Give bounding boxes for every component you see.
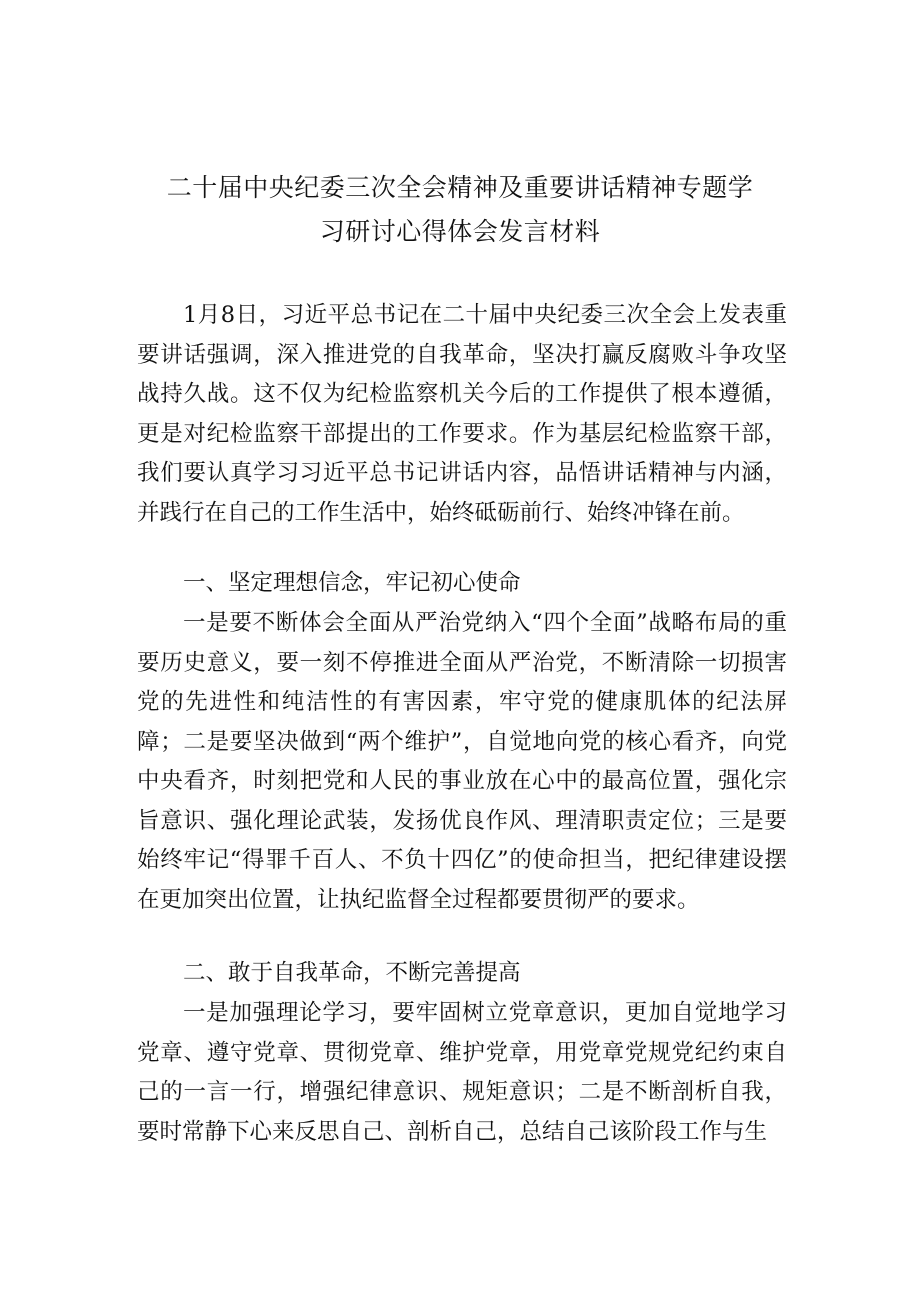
section-heading-1: 一、坚定理想信念，牢记初心使命 [183, 570, 521, 596]
document-title-line1: 二十届中央纪委三次全会精神及重要讲话精神专题学 [166, 173, 754, 202]
document-title-line2: 习研讨心得体会发言材料 [319, 217, 601, 246]
section-body-1: 一是要不断体会全面从严治党纳入“四个全面”战略布局的重要历史意义，要一刻不停推进全面从严治党，不断清除一切损害党的先进性和纯洁性的有害因素，牢守党的健康肌体的纪法屏障；二是要坚决做到“两个维护”，自觉地向党的核心看齐，向党中央看齐，时刻把党和人民的事业放在心中的最高位置，强化宗旨意识、强化理论武装，发扬优良作风、理清职责定位；三是要始终牢记“得罪千百人、不负十四亿”的使命担当，把纪律建设摆在更加突出位置，让执纪监督全过程都要贯彻严的要求。 [137, 610, 787, 913]
intro-paragraph: 1月8日，习近平总书记在二十届中央纪委三次全会上发表重要讲话强调，深入推进党的自我革命，坚决打赢反腐败斗争攻坚战持久战。这不仅为纪检监察机关今后的工作提供了根本遵循，更是对纪检监察干部提出的工作要求。作为基层纪检监察干部，我们要认真学习习近平总书记讲话内容，品悟讲话精神与内涵，并践行在自己的工作生活中，始终砥砺前行、始终冲锋在前。 [137, 302, 787, 526]
section-body-2: 一是加强理论学习，要牢固树立党章意识，更加自觉地学习党章、遵守党章、贯彻党章、维护党章，用党章党规党纪约束自己的一言一行，增强纪律意识、规矩意识；二是不断剖析自我，要时常静下心来反思自己、剖析自己，总结自己该阶段工作与生 [137, 1000, 787, 1145]
section-heading-2: 二、敢于自我革命，不断完善提高 [183, 960, 521, 986]
